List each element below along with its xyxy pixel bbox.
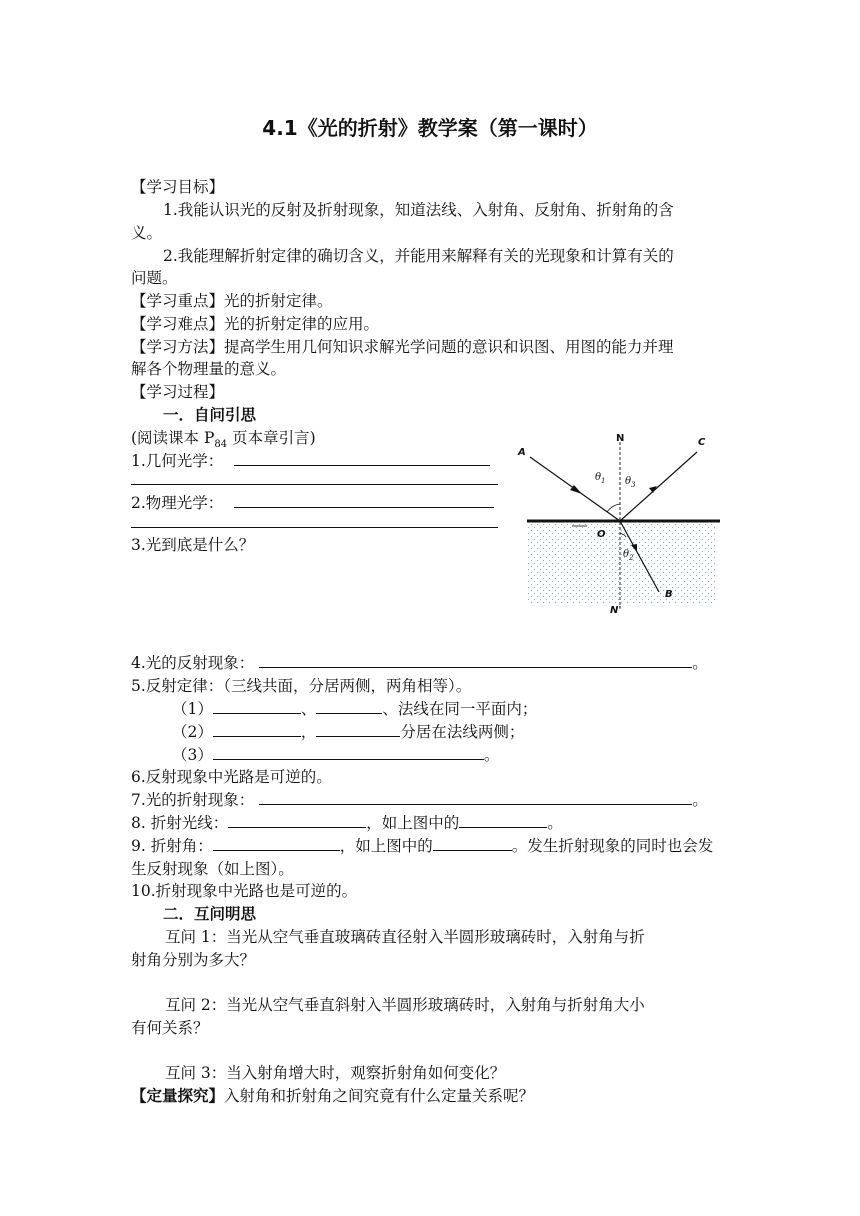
label-theta-3: $\theta_3$ [625, 476, 636, 489]
answer-blank [213, 721, 301, 737]
label-N-prime: N' [610, 605, 622, 616]
answer-line [131, 527, 498, 528]
section-1-heading: 一．自问引思 [163, 405, 257, 424]
answer-blank [433, 835, 512, 851]
question-5-item-2: （2） ， 分居在法线两侧； [172, 723, 525, 741]
question-7: 7.光的折射现象： 。 [131, 791, 708, 809]
quantitative-inquiry: 【定量探究】入射角和折射角之间究竟有什么定量关系呢？ [131, 1086, 535, 1105]
objective-2-line-1: 2.我能理解折射定律的确切含义，并能用来解释有关的光现象和计算有关的 [163, 247, 674, 265]
label-A: A [518, 447, 526, 458]
question-6: 6.反射现象中光路是可逆的。 [131, 768, 332, 786]
key-point: 【学习重点】光的折射定律。 [131, 292, 333, 310]
question-5: 5.反射定律：（三线共面，分居两侧，两角相等）。 [131, 677, 472, 695]
method-line-2: 解各个物理量的意义。 [131, 360, 287, 378]
label-theta-1: $\theta_1$ [595, 472, 606, 485]
glass-medium [527, 522, 717, 605]
reflection-refraction-diagram [512, 427, 722, 617]
question-10: 10.折射现象中光路也是可逆的。 [131, 882, 358, 900]
mutual-question-3: 互问 3：当入射角增大时，观察折射角如何变化？ [165, 1064, 506, 1082]
label-theta-2: $\theta_2$ [623, 549, 634, 562]
mutual-question-1-line-1: 互问 1：当光从空气垂直玻璃砖直径射入半圆形玻璃砖时，入射角与折 [165, 928, 645, 946]
label-O: O [597, 529, 606, 540]
objective-2-line-2: 问题。 [131, 269, 178, 287]
section-2-heading: 二．互问明思 [163, 904, 257, 923]
answer-blank [213, 835, 340, 851]
answer-blank [259, 789, 692, 805]
question-1: 1.几何光学： [131, 450, 490, 472]
question-5-item-1: （1） 、 、法线在同一平面内； [172, 700, 538, 718]
objectives-heading: 【学习目标】 [131, 178, 225, 196]
method-line-1: 【学习方法】提高学生用几何知识求解光学问题的意识和识图、用图的能力并理 [131, 338, 674, 356]
answer-blank [213, 698, 301, 714]
label-B: B [665, 589, 673, 600]
answer-blank [228, 812, 366, 828]
answer-blank [234, 492, 494, 508]
label-N: N [616, 433, 625, 444]
answer-blank [234, 450, 490, 466]
question-4: 4.光的反射现象： 。 [131, 654, 708, 672]
answer-blank [213, 744, 484, 760]
objective-1-line-1: 1.我能认识光的反射及折射现象，知道法线、入射角、反射角、折射角的含 [163, 201, 674, 219]
question-9: 9. 折射角： ，如上图中的 。发生折射现象的同时也会发 [131, 837, 714, 855]
diagram-svg [512, 427, 722, 617]
question-5-item-3: （3） 。 [172, 746, 500, 764]
reading-note: (阅读课本 $P_{84}$ 页本章引言) [131, 429, 316, 451]
mutual-question-2-line-2: 有何关系？ [131, 1019, 209, 1037]
question-3: 3.光到底是什么？ [131, 536, 255, 554]
angle-arc [607, 504, 620, 512]
answer-blank [259, 652, 692, 668]
objective-1-line-2: 义。 [131, 224, 163, 242]
page-title: 4.1《光的折射》教学案（第一课时） [262, 116, 598, 140]
question-8: 8. 折射光线： ，如上图中的 。 [131, 814, 563, 832]
label-C: C [698, 437, 706, 448]
question-9-line-2: 生反射现象（如上图）。 [131, 860, 294, 878]
mutual-question-1-line-2: 射角分别为多大？ [131, 951, 256, 969]
answer-line [131, 484, 498, 485]
answer-blank [316, 721, 400, 737]
answer-blank [459, 812, 547, 828]
mutual-question-2-line-1: 互问 2：当光从空气垂直斜射入半圆形玻璃砖时，入射角与折射角大小 [165, 996, 645, 1014]
difficulty: 【学习难点】光的折射定律的应用。 [131, 315, 380, 333]
answer-blank [316, 698, 382, 714]
process-heading: 【学习过程】 [131, 383, 225, 401]
question-2: 2.物理光学： [131, 492, 494, 514]
